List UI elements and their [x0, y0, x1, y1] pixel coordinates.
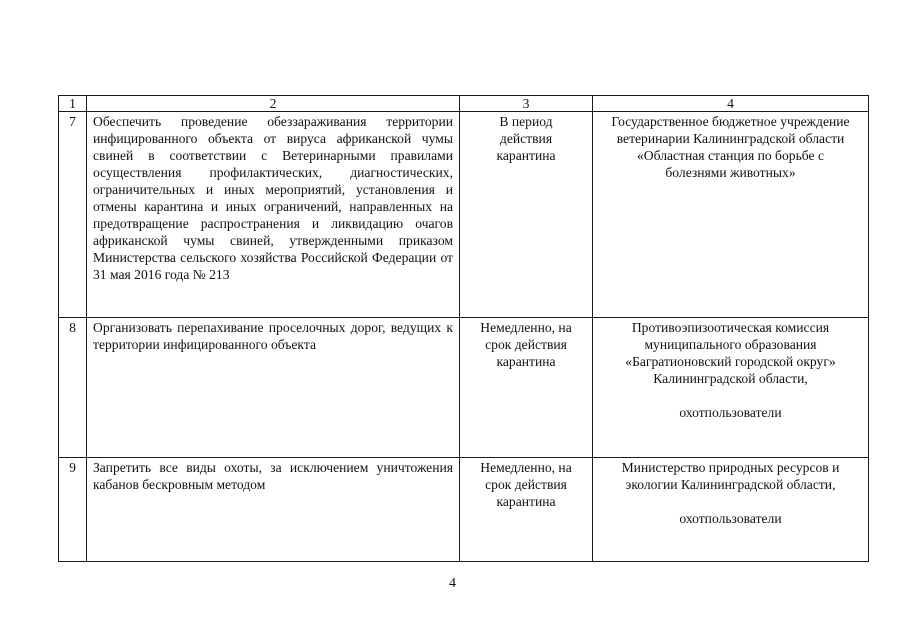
- table-header-row: [59, 96, 869, 112]
- line-gap: [599, 387, 862, 404]
- table-row: [59, 458, 869, 562]
- header-col-4: 4: [593, 96, 869, 112]
- term-cell: Немедленно, на срок действия карантина: [460, 458, 593, 562]
- row-number: 8: [59, 318, 87, 458]
- action-cell: [87, 112, 460, 318]
- responsible-text: Противоэпизоотическая комиссия муниципального образования «Багратионовский городской округ» Калининградской области,: [625, 320, 836, 386]
- table-row: [59, 318, 869, 458]
- header-col-3: 3: [460, 96, 593, 112]
- action-cell: [87, 458, 460, 562]
- responsible-extra-text: охотпользователи: [679, 405, 782, 420]
- measures-table: [58, 95, 869, 562]
- action-text: Запретить все виды охоты, за исключением уничтожения кабанов бескровным методом: [93, 460, 453, 492]
- line-gap: [599, 493, 862, 510]
- page-number: 4: [449, 576, 456, 591]
- action-text: Организовать перепахивание проселочных дорог, ведущих к территории инфицированного объекта: [93, 320, 453, 352]
- term-cell: Немедленно, на срок действия карантина: [460, 318, 593, 458]
- responsible-text: Министерство природных ресурсов и экологии Калининградской области,: [621, 460, 840, 492]
- row-number: 7: [59, 112, 87, 318]
- responsible-cell: [593, 458, 869, 562]
- term-cell: В период действия карантина: [460, 112, 593, 318]
- table-row: [59, 112, 869, 318]
- responsible-cell: Государственное бюджетное учреждение ветеринарии Калининградской области «Областная станция по борьбе с болезнями животных»: [593, 112, 869, 318]
- responsible-extra-text: охотпользователи: [679, 511, 782, 526]
- responsible-cell: [593, 318, 869, 458]
- header-col-1: 1: [59, 96, 87, 112]
- action-text: Обеспечить проведение обеззараживания территории инфицированного объекта от вируса африканской чумы свиней в соответствии с Ветеринарными правилами осуществления профилактических, диагностических, ограничительных и иных мероприятий, установления и отмены карантина и иных ограничений, направленных на предотвращение распространения и ликвидацию очагов африканской чумы свиней, утвержденными приказом Министерства сельского хозяйства Российской Федерации от 31 мая 2016 года № 213: [93, 114, 453, 282]
- row-number: 9: [59, 458, 87, 562]
- action-cell: [87, 318, 460, 458]
- header-col-2: 2: [87, 96, 460, 112]
